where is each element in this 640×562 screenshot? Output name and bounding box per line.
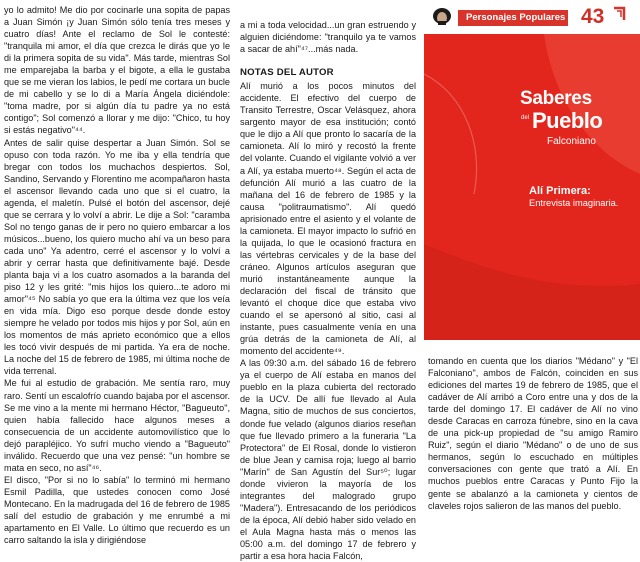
section-label: Personajes Populares <box>466 12 566 23</box>
brand-title-line2: Pueblo <box>532 108 603 133</box>
feature-box <box>424 34 640 340</box>
article-paragraph: a mi a toda velocidad...un gran estruendo y alguien diciéndome: "tranquilo ya te vamos a sacar de ahí"⁴⁷...más nada. <box>240 20 416 55</box>
feature-subtitle: Entrevista imaginaria. <box>529 198 619 208</box>
article-paragraph: Antes de salir quise despertar a Juan Simón. Sol se opuso con toda razón. Yo me iba y ella tendría que bregar con todos los muchachos despiertos. Sol, Sandino, Servando y Florentino me acompañaron hasta el ascensor llevando cada uno que si el cuatro, la agenda, el maletín. Pulsé el botón del ascensor, dejé que se cerrara y lo volví a abrir. Le dije a Sol: "caramba Sol no tengo ganas de ir pero no quiero embarcar a los músicos...bueno, los quiero mucho ahí va un beso para cada uno" Ya adentro, cerré el ascensor y lo volví a abrir y cerrar hasta que definitivamente bajé. Desde planta baja vi a los cuatro asomados a la baranda del piso 12 y les grité: "mis hijos los quiero...te adoro mi amor"⁴⁵ No sabía yo que era la última vez que los veía en vida mía. Digo eso porque desde donde estoy siempre he velado por todos mis hijos y por Sol, aún en los momentos de más aprieto económico que a ellos les tocó vivir después de mi partida. Ya era de noche. La noche del 15 de febrero de 1985, mi última noche de vida terrenal. <box>4 137 230 377</box>
brand-title-del: del <box>521 115 530 121</box>
article-paragraph: Alí murió a los pocos minutos del accidente. El efectivo del cuerpo de Transito Terrestre, Oscar Velásquez, ahora sargento mayor de esa institución; contó que le dijo a Alí que pronto lo sacaría de la camioneta. Alí lo miró y recostó la frente del volante. Cuando el vigilante volvió a ver a Alí, ya estaba muerto⁴⁸. Según el acta de defunción Alí murió a las cuatro de la mañana del 16 de febrero de 1985 y la causa "politraumatismo". Alí quedó aprisionado entre el asiento y el volante de la camioneta. El mayor impacto lo sufrió en la quijada, lo que le ocasionó fractura en las vértebras cervicales y de la base del cráneo. Algunos artículos aseguran que murió instantáneamente aunque la declaración del fiscal de tránsito que levantó el choque dice que estaba vivo cuando el se apersonó al sitio, casi al instante, pues casualmente venía en una grúa detrás de la camioneta de Alí, al momento del accidente⁴⁹. <box>240 81 416 357</box>
article-paragraph: yo lo admito! Me dio por cocinarle una sopita de papas a Juan Simón ¡y Juan Simón sólo tenía tres meses y cuatro días! Ante el reclamo de Sol le contesté: "tranquila mi amor, el día que crezca le dirás que yo le di la primera sopita de su vida". Más tarde, mientras Sol me emparejaba la barba y el bigote, a ella le gustaba que se me vieran los labios, le pedí me cortara un bucle de mi cabello y se lo di a María Ángela diciéndole: "toma madre, por si algún día tu padre ya no está contigo"; Sol comenzó a llorar y me dijo: "Chico, tu hoy si estás negativo"⁴⁴. <box>4 5 230 136</box>
corner-decoration-icon <box>612 6 626 22</box>
article-column-3 <box>428 355 638 525</box>
author-avatar-icon <box>431 7 453 27</box>
article-column-1 <box>4 4 230 550</box>
brand-title-line1: Saberes <box>520 88 592 109</box>
notes-heading: NOTAS DEL AUTOR <box>240 67 334 79</box>
page-number: 43 <box>581 5 605 28</box>
article-paragraph: Me fui al estudio de grabación. Me sentía raro, muy raro. Sentí un escalofrío cuando bajaba por el ascensor. Se me vino a la mente mi hermano Héctor, "Bagueuto", quien había fallecido hace algunos meses a consecuencia de un accidente automovilístico que lo dejó parapléjico. Yo sufrí mucho viendo a "Bagueuto" inválido. Recuerdo que una vez pensé: "un hombre se mata en seco, no así"⁴⁶. <box>4 378 230 473</box>
article-paragraph: tomando en cuenta que los diarios "Médano" y "El Falconiano", ambos de Falcón, coinciden en sus ediciones del martes 19 de febrero de 1985, que el cadáver de Alí arribó a Coro entre una y dos de la tarde del domingo 17. El cadáver de Alí no vino desde Caracas en carroza fúnebre, sino en la cava de una pick-up propiedad de "su amigo Ramiro Ruiz", según el diario "Médano" o de uno de sus hermanos, según lo escuchado en múltiples conversaciones con gente que trató a Alí. En muchos pueblos entre Caracas y Punto Fijo la gente se abalanzó a la camioneta y cientos de claveles rojos salieron de las manos del pueblo. <box>428 356 638 511</box>
article-paragraph: A las 09:30 a.m. del sábado 16 de febrero ya el cuerpo de Alí estaba en manos del pueblo en la plaza cubierta del rectorado de la UCV. De allí fue llevado al Aula Magna, sitio de muchos de sus conciertos, donde fue velado (algunos diarios reseñan que fue llevado primero a la funeraria "La Protectora" de El Rosal, donde lo vistieron de blue Jean y camisa roja; luego al barrio "Marín" de San Agustín del Sur⁵⁰; lugar donde vivieron la mayoría de los integrantes del malogrado grupo "Madera"). Entresacando de los periódicos de la época, Alí debió haber sido velado en el Aula Magna hasta más o menos las 05:00 a.m. del domingo 17 de febrero y partir a esa hora hacia Falcón, <box>240 358 416 562</box>
article-column-2 <box>240 19 416 562</box>
feature-title: Alí Primera: <box>529 185 591 197</box>
article-paragraph: El disco, "Por si no lo sabía" lo terminó mi hermano Esmil Padilla, que ustedes conocen como José Montecano. En la madrugada del 16 de febrero de 1985 salí del estudio de grabación y me enrumbé a mi apartamento en El Valle. Lo último que recuerdo es un carro saltando la isla y dirigiéndose <box>4 474 230 546</box>
brand-subtitle: Falconiano <box>547 136 596 147</box>
